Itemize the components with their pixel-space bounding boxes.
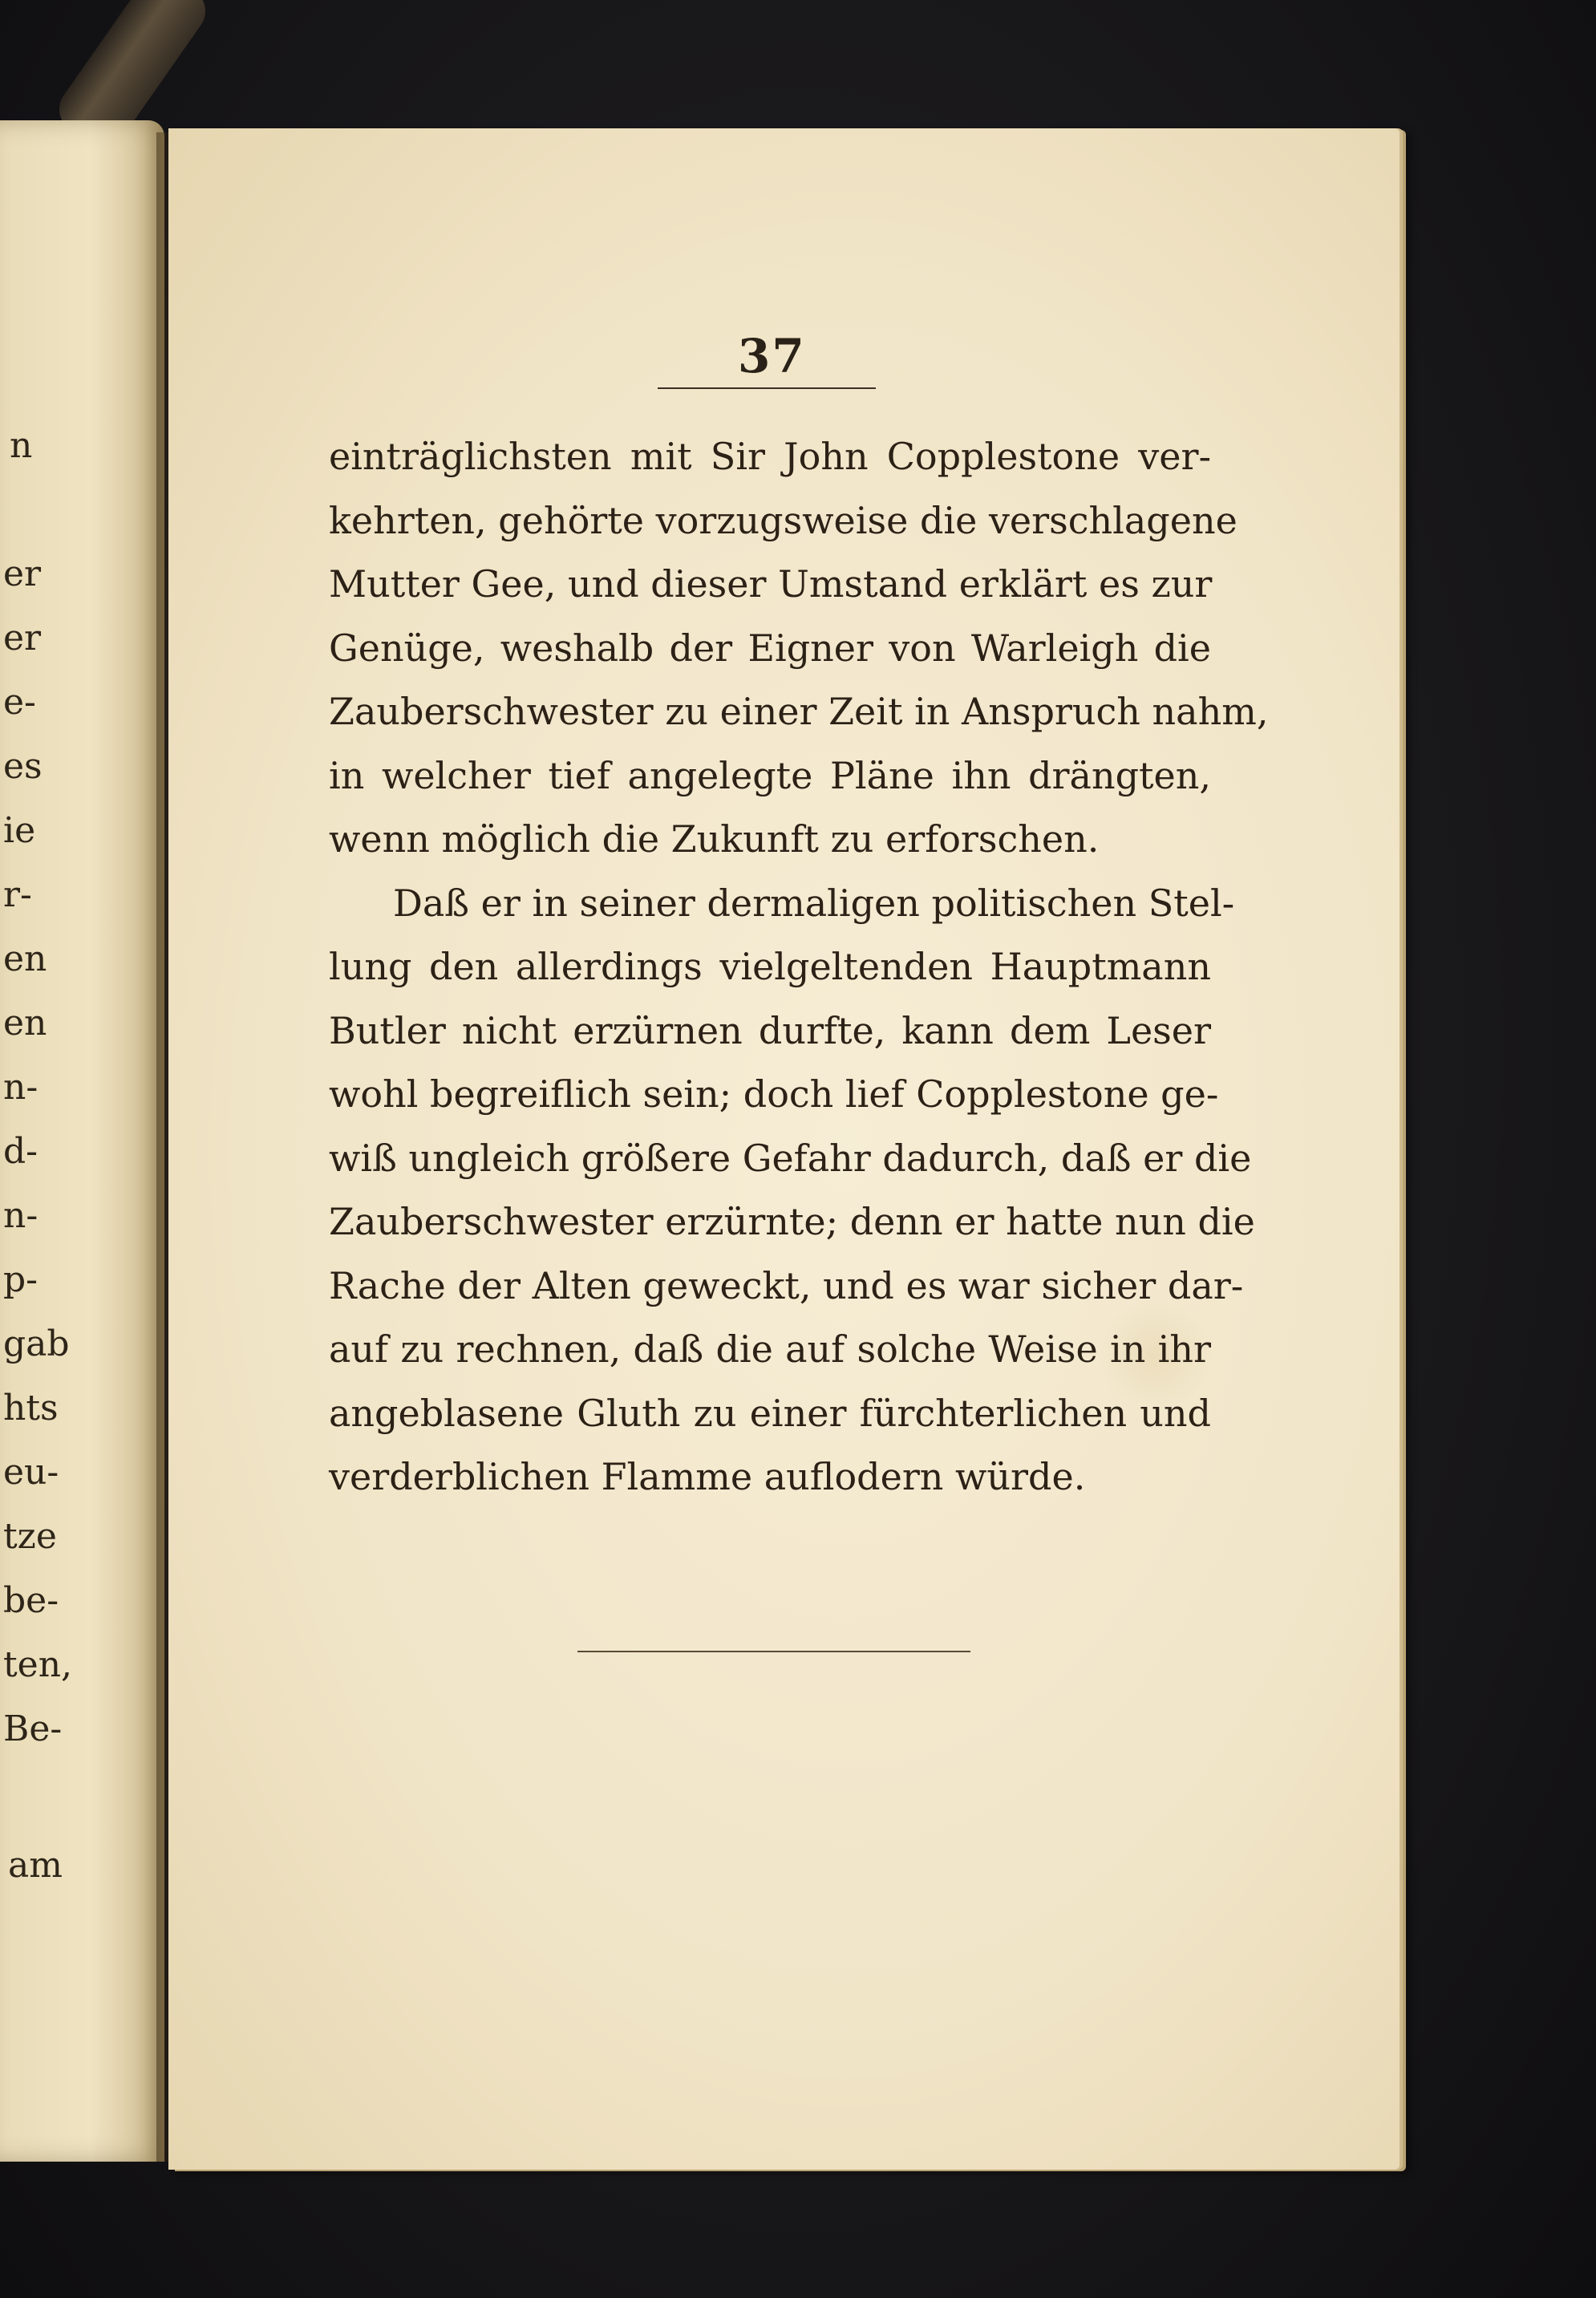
left-page-fragment: es — [3, 746, 43, 787]
previous-page-edge — [0, 120, 164, 2162]
page-number: 37 — [738, 329, 806, 383]
left-page-fragment: en — [3, 1003, 47, 1044]
left-page-fragment: n — [10, 425, 33, 466]
left-page-fragment: d- — [3, 1131, 38, 1172]
left-page-fragment: er — [3, 618, 42, 659]
left-page-fragment: ie — [3, 810, 36, 851]
page-body-text — [329, 425, 1269, 1510]
text-line: wohl begreiflich sein; doch lief Copplestone ge- — [329, 1072, 1219, 1116]
left-page-fragment: hts — [3, 1388, 59, 1429]
text-line: Butler nicht erzürnen durfte, kann dem Leser — [329, 1008, 1211, 1052]
text-line: in welcher tief angelegte Pläne ihn drängten, — [329, 753, 1211, 797]
left-page-fragment: eu- — [3, 1452, 59, 1493]
text-line: angeblasene Gluth zu einer fürchterlichen und — [329, 1391, 1211, 1435]
left-page-fragment: ten, — [3, 1644, 73, 1685]
left-page-fragment: e- — [3, 682, 36, 723]
text-line: Zauberschwester erzürnte; denn er hatte nun die — [329, 1200, 1255, 1243]
text-line: Rache der Alten geweckt, und es war sicher dar- — [329, 1263, 1244, 1307]
text-line: kehrten, gehörte vorzugsweise die verschlagene — [329, 498, 1238, 542]
text-line: wenn möglich die Zukunft zu erforschen. — [329, 817, 1100, 861]
header-rule — [658, 387, 876, 389]
left-page-fragment: n- — [3, 1195, 38, 1236]
left-page-fragment: r- — [3, 874, 32, 915]
left-page-fragment: gab — [3, 1323, 70, 1364]
text-line: wiß ungleich größere Gefahr dadurch, daß er die — [329, 1136, 1252, 1180]
text-line: einträglichsten mit Sir John Copplestone ver- — [329, 435, 1211, 478]
footer-rule — [577, 1651, 970, 1652]
text-line: lung den allerdings vielgeltenden Hauptmann — [329, 945, 1211, 988]
text-line: Mutter Gee, und dieser Umstand erklärt es zur — [329, 562, 1213, 606]
left-page-fragment: p- — [3, 1259, 38, 1300]
text-line: Daß er in seiner dermaligen politischen Stel- — [393, 881, 1235, 925]
left-page-fragment: tze — [3, 1516, 57, 1557]
left-page-fragment: en — [3, 938, 47, 979]
text-line: Genüge, weshalb der Eigner von Warleigh die — [329, 626, 1211, 670]
left-page-fragment: am — [8, 1845, 63, 1886]
text-line: Zauberschwester zu einer Zeit in Anspruch nahm, — [329, 690, 1269, 733]
left-page-fragment: n- — [3, 1067, 38, 1108]
left-page-fragment: be- — [3, 1580, 59, 1621]
text-line: verderblichen Flamme auflodern würde. — [329, 1455, 1086, 1498]
text-line: auf zu rechnen, daß die auf solche Weise in ihr — [329, 1327, 1211, 1371]
left-page-fragment: Be- — [3, 1708, 63, 1749]
left-page-fragment: er — [3, 553, 42, 594]
